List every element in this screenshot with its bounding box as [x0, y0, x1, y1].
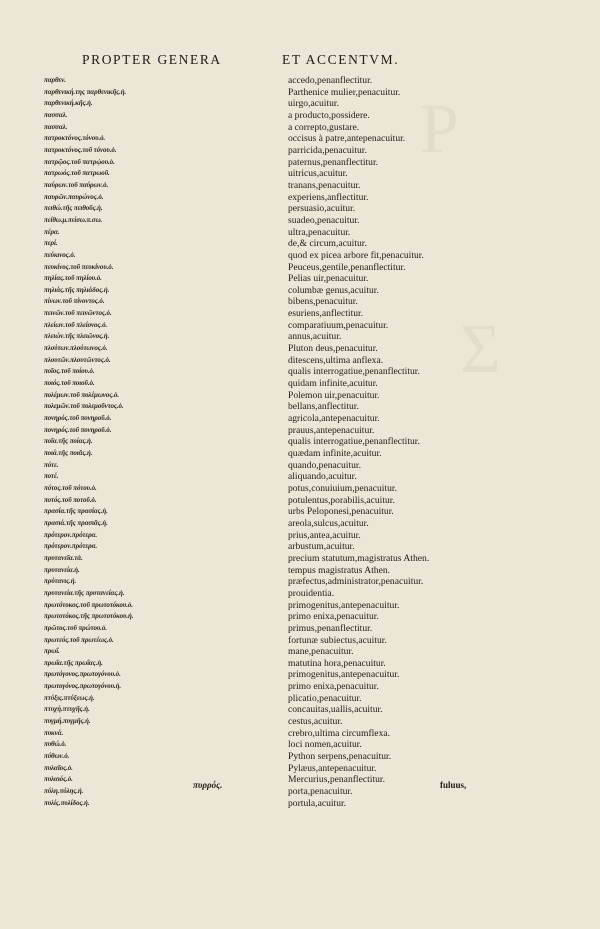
greek-lemma: πλουτῶν.πλουτῶντος.ὁ. — [44, 355, 111, 364]
latin-gloss: primogenitus,antepenacuitur. — [288, 599, 400, 611]
latin-gloss: comparatiuum,penacuitur. — [288, 319, 389, 331]
greek-lemma: πλούτων.πλούτωνος.ὁ. — [44, 344, 108, 353]
greek-lemma: πασσαλ. — [44, 110, 68, 119]
greek-lemma: πλειών.τῆς πλειῶνος.ἡ. — [44, 332, 110, 341]
greek-lemma: πτυχή.πτυχῆς.ἡ. — [44, 705, 90, 714]
greek-lemma: πυλίς.πυλίδος.ἡ. — [44, 798, 90, 807]
greek-lemma: πηλίας.τοῦ πηλίου.ὁ. — [44, 274, 102, 283]
greek-lemma: πρυτανεία.ἡ. — [44, 565, 80, 574]
greek-lemma: πηλιάς.τῆς πηλιάδος.ἡ. — [44, 285, 110, 294]
greek-lemma: πέρα. — [44, 227, 60, 236]
running-header-left: PROPTER GENERA — [82, 52, 222, 67]
greek-lemma: πυλαιός.ὁ. — [44, 775, 73, 784]
latin-gloss: crebro,ultima circumflexa. — [288, 727, 391, 739]
greek-lemma: πολέμων.τοῦ πολέμωνος.ὁ. — [44, 390, 119, 399]
greek-lemma: πυγμή.πυγμῆς.ἡ. — [44, 717, 91, 726]
bleed-through-letter: Σ — [460, 311, 501, 388]
latin-gloss: Python serpens,penacuitur. — [288, 751, 392, 763]
greek-lemma: πίνων.τοῦ πίνοντος.ὁ. — [44, 297, 105, 306]
greek-lemma: πατροκτόνος.τοῦ τόνου.ὁ. — [44, 145, 117, 154]
greek-lemma: πύλη.πύλης.ἡ. — [44, 787, 84, 796]
latin-gloss: precium statutum,magistratus Athen. — [288, 552, 430, 564]
greek-lemma: παρθενική.κῆς.ἡ. — [44, 99, 93, 108]
latin-gloss: potulentus,porabilis,acuitur. — [288, 494, 395, 506]
latin-gloss: Polemon uir,penacuitur. — [288, 389, 380, 401]
latin-gloss: quædam infinite,acuitur. — [288, 448, 382, 459]
latin-gloss: agricola,antepenacuitur. — [288, 413, 380, 425]
latin-gloss: arbustum,acuitur. — [288, 541, 355, 553]
latin-gloss: porta,penacuitur. — [288, 786, 353, 798]
greek-lemma: ποιός.τοῦ ποιοῦ.ὁ. — [44, 379, 95, 388]
latin-gloss: Pylæus,antepenacuitur. — [288, 762, 377, 774]
latin-gloss: tranans,penacuitur. — [288, 179, 361, 191]
latin-gloss: prouidentia. — [288, 587, 335, 599]
latin-gloss: ultra,penacuitur. — [288, 226, 351, 238]
latin-gloss: primus,penanflectitur. — [288, 622, 373, 634]
bleed-through-letter: P — [420, 91, 459, 168]
latin-gloss: experiens,anflectitur. — [288, 191, 369, 203]
latin-gloss: mane,penacuitur. — [288, 646, 354, 658]
greek-lemma: περί. — [44, 239, 58, 248]
latin-gloss: uitricus,acuitur. — [288, 168, 348, 180]
greek-lemma: πρυτανεία.τῆς πρυτανείας.ἡ. — [44, 588, 125, 597]
greek-lemma: πρωτοτόκος.τῆς πρωτοτόκου.ἡ. — [44, 612, 134, 621]
greek-lemma: πρωΐα.τῆς πρωΐας.ἡ. — [44, 658, 103, 667]
latin-gloss: quidam infinite,acuitur. — [288, 378, 378, 390]
latin-gloss: areola,sulcus,acuitur. — [288, 517, 369, 529]
greek-lemma: πασσαλ. — [44, 122, 68, 131]
latin-gloss: a correpto,gustare. — [288, 121, 360, 133]
latin-gloss: matutina hora,penacuitur. — [288, 657, 386, 669]
greek-lemma: πρωΐ. — [44, 647, 60, 656]
latin-gloss: prius,antea,acuitur. — [288, 529, 361, 541]
greek-lemma: πυλαῖος.ὁ. — [44, 763, 73, 772]
greek-lemma: πεινῶν.τοῦ πεινῶντος.ὁ. — [44, 309, 112, 318]
greek-lemma: πείθω.μ.πείσω.π.σω. — [44, 215, 103, 224]
latin-gloss: quando,penacuitur. — [288, 459, 361, 471]
catchword-greek: πυρρός. — [193, 780, 223, 790]
greek-lemma-column — [44, 75, 254, 809]
latin-gloss: Peuceus,gentile,penanflectitur. — [288, 261, 406, 273]
latin-gloss: portula,acuitur. — [288, 797, 347, 809]
latin-gloss: præfectus,administrator,penacuitur. — [288, 576, 424, 588]
greek-lemma: πλείων.τοῦ πλείονος.ὁ. — [44, 320, 108, 329]
greek-lemma: πρωτογόνος.πρωτογόνου.ἡ. — [44, 682, 122, 691]
greek-lemma: πρῶτος.τοῦ πρώτου.ὁ. — [44, 623, 107, 632]
latin-gloss: Mercurius,penanflectitur. — [288, 774, 385, 786]
latin-gloss: qualis interrogatiue,penanflectitur. — [288, 366, 420, 378]
latin-gloss: fortunæ subiectus,acuitur. — [288, 634, 387, 646]
latin-gloss: plicatio,penacuitur. — [288, 692, 362, 704]
greek-lemma: παρθενική.της παρθενικῆς.ἡ. — [44, 87, 127, 96]
latin-gloss: Parthenice mulier,penacuitur. — [288, 86, 401, 98]
greek-lemma: πρύτανις.ἡ. — [44, 577, 77, 586]
latin-gloss: Pelias uir,penacuitur. — [288, 273, 369, 285]
greek-lemma: πρασιά.τῆς πρασιᾶς.ἡ. — [44, 518, 108, 527]
greek-lemma: πρότερον.πρότερα. — [44, 530, 98, 539]
latin-gloss: paternus,penanflectitur. — [288, 156, 379, 168]
latin-gloss: parricida,penacuitur. — [288, 144, 367, 156]
latin-gloss: qualis interrogatiue,penanflectitur. — [288, 436, 420, 448]
latin-gloss: occisus à patre,antepenacuitur. — [288, 133, 406, 145]
greek-lemma: ποτέ. — [44, 472, 59, 481]
greek-lemma: πυθώ.ὁ. — [44, 740, 67, 749]
latin-gloss: annus,acuitur. — [288, 331, 342, 343]
latin-gloss: cestus,acuitur. — [288, 716, 343, 728]
running-header-right: ET ACCENTVM. — [282, 52, 400, 67]
latin-gloss: columbæ genus,acuitur. — [288, 284, 379, 296]
greek-lemma: παυρῶν.παυρώνος.ὁ. — [44, 192, 104, 201]
latin-gloss: a producto,possidere. — [288, 109, 370, 121]
latin-gloss: primogenitus,antepenacuitur. — [288, 669, 400, 681]
latin-gloss: loci nomen,acuitur. — [288, 739, 362, 751]
greek-lemma: παρθεν. — [44, 76, 66, 84]
greek-lemma: πρότερον.πρότερα. — [44, 542, 98, 551]
greek-lemma: ποῖος.τοῦ ποίου.ὁ. — [44, 367, 95, 376]
latin-gloss: aliquando,acuitur. — [288, 471, 357, 483]
greek-lemma: πονηρός.τοῦ πονηροῦ.ὁ. — [44, 414, 112, 423]
greek-lemma: ποτός.τοῦ ποτοῦ.ὁ. — [44, 495, 97, 504]
latin-gloss: de,& circum,acuitur. — [288, 238, 367, 250]
latin-gloss: Pluton deus,penacuitur. — [288, 343, 378, 355]
latin-gloss-column — [288, 75, 588, 809]
latin-gloss: uirgo,acuitur. — [288, 98, 339, 110]
greek-lemma: πρωτόγονος.πρωτογόνου.ὁ. — [44, 670, 121, 679]
greek-lemma: πτύξις.πτύξεως.ἡ. — [44, 693, 95, 702]
greek-lemma: πρωτεύς.τοῦ πρωτέως.ὁ. — [44, 635, 114, 644]
greek-lemma: παύρων.τοῦ παύρων.ὁ. — [44, 180, 109, 189]
greek-lemma: πύθων.ὁ. — [44, 752, 70, 761]
latin-gloss: ditescens,ultima anflexa. — [288, 354, 384, 366]
greek-lemma: πυκνά. — [44, 728, 64, 737]
latin-gloss: prauus,antepenacuitur. — [288, 424, 375, 436]
greek-lemma: πρασία.τῆς πρασίας.ἡ. — [44, 507, 108, 516]
greek-lemma: πειθώ.τῆς πειθοῦς.ἡ. — [44, 204, 103, 213]
latin-gloss: primo enixa,penacuitur. — [288, 681, 379, 693]
latin-gloss: suadeo,penacuitur. — [288, 214, 360, 226]
latin-gloss: quod ex picea arbore fit,penacuitur. — [288, 249, 424, 261]
greek-lemma: πατρωός.τοῦ πατρωοῦ. — [44, 169, 110, 178]
latin-gloss: urbs Peloponesi,penacuitur. — [288, 506, 394, 518]
greek-lemma: πότος.τοῦ πότου.ὁ. — [44, 483, 97, 492]
greek-lemma: πευκίνος.τοῦ πευκίνου.ὁ. — [44, 262, 114, 271]
latin-gloss: tempus magistratus Athen. — [288, 564, 391, 576]
latin-gloss: persuasio,acuitur. — [288, 203, 356, 215]
latin-gloss: bellans,anflectitur. — [288, 401, 359, 413]
greek-lemma: ποιά.τῆς ποιᾶς.ἡ. — [44, 449, 93, 457]
greek-lemma: πεύκινος.ὁ. — [44, 250, 76, 259]
catchword-latin: fuluus, — [440, 780, 467, 790]
greek-lemma: πατρῷος.τοῦ πατρῴου.ὁ. — [44, 157, 115, 166]
latin-gloss: potus,conuiuium,penacuitur. — [288, 482, 397, 494]
latin-gloss: primo enixa,penacuitur. — [288, 611, 379, 623]
greek-lemma: πρωτότοκος.τοῦ πρωτοτόκου.ὁ. — [44, 600, 133, 609]
greek-lemma: πολεμῶν.τοῦ πολεμοῦντος.ὁ. — [44, 402, 124, 411]
greek-lemma: πονηρός.τοῦ πονηροῦ.ὁ. — [44, 425, 112, 434]
greek-lemma: πρυτανεῖα.τὰ. — [44, 553, 83, 562]
latin-gloss: concauitas,uallis,acuitur. — [288, 704, 383, 716]
greek-lemma: ποῖα.τῆς ποίας.ἡ. — [44, 437, 93, 446]
greek-lemma: πατροκτόνος.τόνου.ὁ. — [44, 134, 106, 143]
latin-gloss: accedo,penanflectitur. — [288, 75, 373, 86]
greek-lemma: πότε. — [44, 460, 59, 469]
latin-gloss: esuriens,anflectitur. — [288, 308, 364, 320]
latin-gloss: bibens,penacuitur. — [288, 296, 358, 308]
